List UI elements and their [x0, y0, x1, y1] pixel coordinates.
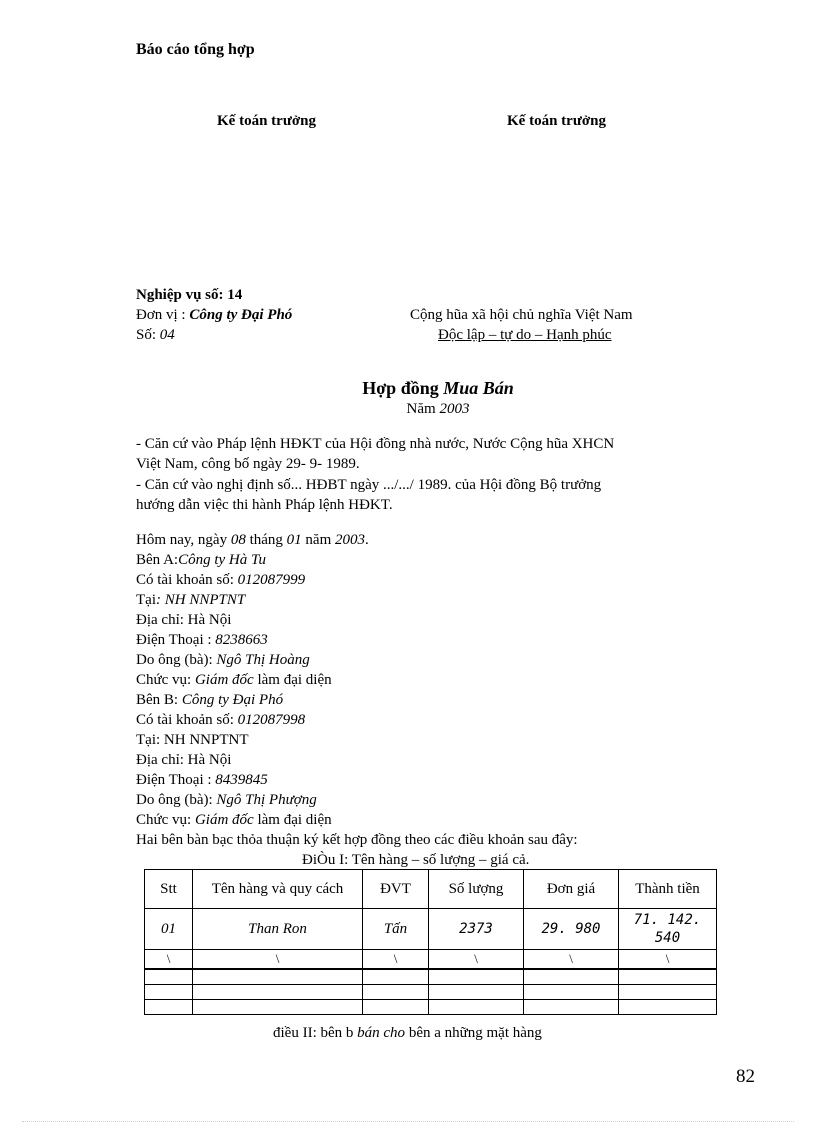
header-stt: Stt	[145, 870, 193, 909]
party-b-position-suffix: làm đại diện	[253, 812, 332, 828]
party-a-phone-line	[136, 630, 268, 650]
nation-line1: Cộng hũa xã hội chủ nghĩa Việt Nam	[410, 307, 633, 323]
article-2-text-1: điều II: bên b	[273, 1025, 358, 1041]
party-b-account-label: Có tài khoản số:	[136, 712, 238, 728]
page-bottom-divider	[22, 1121, 794, 1122]
party-b-account-line	[136, 710, 305, 730]
party-a-account-line	[136, 570, 305, 590]
date-text-1: Hôm nay, ngày	[136, 532, 231, 548]
party-b-account: 012087998	[237, 712, 306, 728]
party-b-bank: Tại: NH NNPTNT	[136, 732, 249, 748]
party-a-bank-line	[136, 590, 245, 610]
basis-line-4: hướng dẫn việc thi hành Pháp lệnh HĐKT.	[136, 497, 393, 513]
header-amount: Thành tiền	[619, 870, 717, 909]
contract-title	[0, 378, 816, 399]
table-header-row	[145, 870, 717, 909]
contract-year: 2003	[439, 401, 470, 417]
party-a-rep: Ngô Thị Hoàng	[216, 652, 310, 668]
contract-title-italic: Mua Bán	[443, 378, 514, 398]
cell-stt: \	[145, 950, 193, 970]
party-a-rep-line	[136, 650, 310, 670]
party-b-rep-line	[136, 790, 317, 810]
cell-item-name: \	[193, 950, 363, 970]
party-b-position-line	[136, 810, 332, 830]
date-month: 01	[286, 532, 302, 548]
header-item-name: Tên hàng và quy cách	[193, 870, 363, 909]
cell-unit: Tấn	[363, 909, 429, 950]
party-a-address: Địa chỉ: Hà Nội	[136, 612, 232, 628]
cell-quantity: 2373	[429, 909, 524, 950]
date-year: 2003	[335, 532, 365, 548]
party-b-address: Địa chỉ: Hà Nội	[136, 752, 232, 768]
party-a-phone-label: Điện Thoại :	[136, 632, 216, 648]
cell-unit-price: \	[524, 950, 619, 970]
party-b-line	[136, 690, 283, 710]
cell-quantity: \	[429, 950, 524, 970]
party-a-position-line	[136, 670, 332, 690]
header-unit: ĐVT	[363, 870, 429, 909]
cell-item-name: Than Ron	[193, 909, 363, 950]
party-a-phone: 8238663	[215, 632, 268, 648]
party-a-account: 012087999	[237, 572, 306, 588]
unit-number: 04	[159, 327, 175, 343]
article-2-text-2: bên a những mặt hàng	[405, 1025, 542, 1041]
party-b-rep: Ngô Thị Phượng	[216, 792, 317, 808]
party-a-rep-label: Do ông (bà):	[136, 652, 217, 668]
table-row	[145, 950, 717, 970]
party-a-bank: : NH NNPTNT	[156, 592, 246, 608]
cell-unit-price: 29. 980	[524, 909, 619, 950]
signature-left: Kế toán trưởng	[217, 113, 316, 129]
table-row-empty	[145, 985, 717, 1000]
header-quantity: Số lượng	[429, 870, 524, 909]
cell-amount: \	[619, 950, 717, 970]
party-a-label: Bên A:	[136, 552, 179, 568]
basis-line-3: - Căn cứ vào nghị định số... HĐBT ngày .../.../ 1989. của Hội đồng Bộ trưởng	[136, 477, 602, 493]
unit-name: Công ty Đại Phó	[189, 307, 293, 323]
table-row-empty	[145, 969, 717, 985]
date-text-2: tháng	[245, 532, 287, 548]
cell-stt: 01	[145, 909, 193, 950]
operation-label: Nghiệp vụ số: 14	[136, 287, 243, 303]
unit-number-label: Số:	[136, 327, 160, 343]
signature-right: Kế toán trưởng	[507, 113, 606, 129]
table-row-empty	[145, 1000, 717, 1015]
contract-year-label: Năm	[406, 401, 440, 417]
date-text-3: năm	[301, 532, 335, 548]
goods-table	[144, 869, 717, 1015]
party-b-phone-label: Điện Thoại :	[136, 772, 216, 788]
unit-number-line	[136, 325, 175, 345]
party-b-position-label: Chức vụ:	[136, 812, 195, 828]
date-day: 08	[230, 532, 246, 548]
party-a-position: Giám đốc	[194, 672, 254, 688]
party-a-line	[136, 550, 266, 570]
contract-year-line	[0, 401, 816, 418]
party-b-label: Bên B:	[136, 692, 182, 708]
basis-line-1: - Căn cứ vào Pháp lệnh HĐKT của Hội đồng nhà nước, Nước Cộng hũa XHCN	[136, 436, 615, 452]
article-2-italic: bán cho	[357, 1025, 406, 1041]
party-b-phone-line	[136, 770, 268, 790]
article-1-heading: ĐiÒu I: Tên hàng – số lượng – giá cả.	[302, 852, 530, 868]
unit-line	[136, 305, 292, 325]
cell-unit: \	[363, 950, 429, 970]
report-title: Báo cáo tổng hợp	[136, 41, 255, 58]
contract-title-plain: Hợp đồng	[362, 378, 444, 398]
date-line	[136, 530, 369, 550]
article-2-line	[273, 1023, 542, 1043]
cell-amount: 71. 142. 540	[619, 909, 717, 950]
party-a-position-label: Chức vụ:	[136, 672, 195, 688]
date-text-4: .	[365, 532, 369, 548]
party-a-bank-label: Tại	[136, 592, 156, 608]
header-unit-price: Đơn giá	[524, 870, 619, 909]
party-a-position-suffix: làm đại diện	[253, 672, 332, 688]
party-a-name: Công ty Hà Tu	[178, 552, 267, 568]
unit-label: Đơn vị :	[136, 307, 190, 323]
page-number: 82	[736, 1066, 755, 1087]
basis-line-2: Việt Nam, công bố ngày 29- 9- 1989.	[136, 456, 360, 472]
agreement-line: Hai bên bàn bạc thỏa thuận ký kết hợp đồng theo các điều khoản sau đây:	[136, 832, 578, 848]
party-b-position: Giám đốc	[194, 812, 254, 828]
table-row	[145, 909, 717, 950]
party-b-phone: 8439845	[215, 772, 268, 788]
party-b-rep-label: Do ông (bà):	[136, 792, 217, 808]
party-b-name: Công ty Đại Phó	[181, 692, 284, 708]
nation-line2: Độc lập – tự do – Hạnh phúc	[438, 327, 612, 343]
party-a-account-label: Có tài khoản số:	[136, 572, 238, 588]
